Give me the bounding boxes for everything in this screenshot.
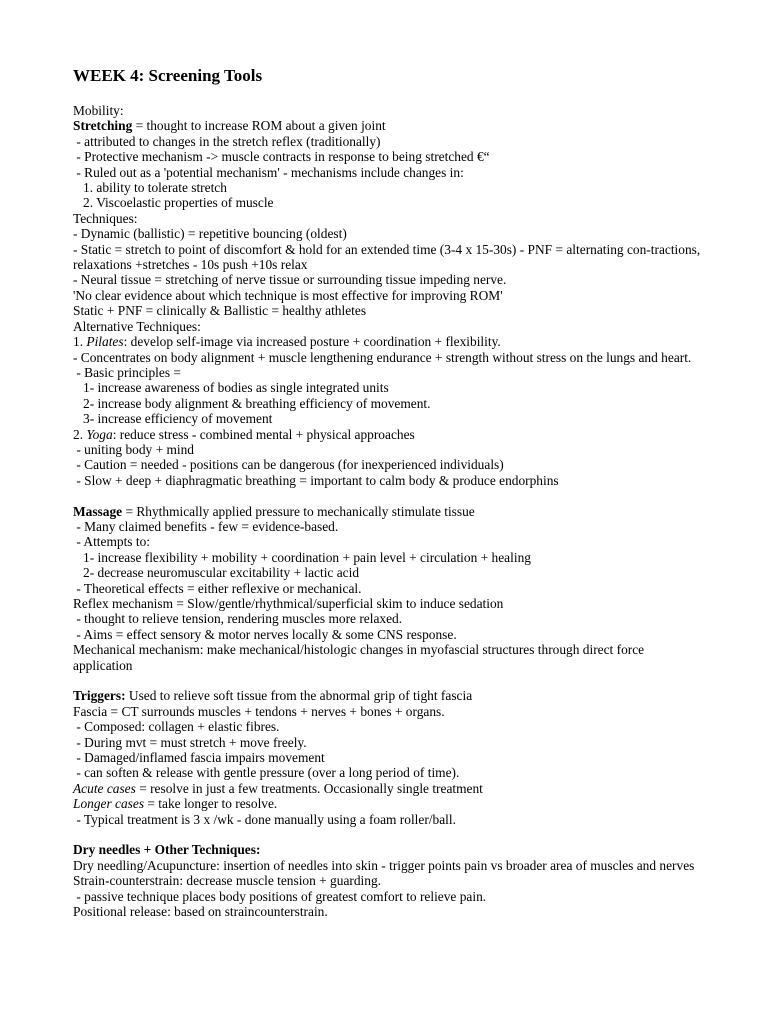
text-line: 1- increase flexibility + mobility + coordination + pain level + circulation + healing (73, 549, 531, 565)
text-line: Alternative Techniques: (73, 318, 201, 334)
pilates-definition: : develop self-image via increased posture + coordination + flexibility. (123, 334, 501, 350)
text-line: - Typical treatment is 3 x /wk - done manually using a foam roller/ball. (73, 811, 456, 827)
text-line: - Aims = effect sensory & motor nerves locally & some CNS response. (73, 626, 457, 642)
text-line: - Protective mechanism -> muscle contracts in response to being stretched €“ (73, 149, 490, 165)
section-spacer (73, 488, 703, 503)
text-line: - Ruled out as a 'potential mechanism' - mechanisms include changes in: (73, 164, 464, 180)
text-line: - Theoretical effects = either reflexive or mechanical. (73, 580, 362, 596)
section-spacer (73, 673, 703, 688)
text-line: - Caution = needed - positions can be dangerous (for inexperienced individuals) (73, 457, 504, 473)
text-line: Strain-counterstrain: decrease muscle tension + guarding. (73, 873, 381, 889)
pilates-paragraph: - Concentrates on body alignment + muscle lengthening endurance + strength without stress on the lungs and heart. (73, 349, 692, 365)
text-line: - Composed: collagen + elastic fibres. (73, 719, 280, 735)
page-title: WEEK 4: Screening Tools (73, 66, 263, 85)
dry-needling-paragraph: Dry needling/Acupuncture: insertion of needles into skin - trigger points pain vs broader area of muscles and nerves (73, 857, 695, 873)
text-line: - uniting body + mind (73, 441, 194, 457)
pilates-number: 1. (73, 334, 87, 350)
text-line: Static + PNF = clinically & Ballistic = healthy athletes (73, 303, 367, 319)
yoga-definition: : reduce stress - combined mental + physical approaches (112, 426, 415, 442)
text-line: - Many claimed benefits - few = evidence-based. (73, 518, 339, 534)
text-line: 'No clear evidence about which technique is most effective for improving ROM' (73, 287, 503, 303)
text-line: - Slow + deep + diaphragmatic breathing = important to calm body & produce endorphins (73, 472, 559, 488)
stretching-definition: = thought to increase ROM about a given joint (132, 118, 386, 134)
longer-line (73, 796, 703, 811)
yoga-term: Yoga (86, 426, 113, 442)
document-page (73, 66, 703, 919)
triggers-heading-line (73, 688, 703, 703)
yoga-number: 2. (73, 426, 87, 442)
text-line: - Attempts to: (73, 534, 150, 550)
text-line: - thought to relieve tension, rendering muscles more relaxed. (73, 611, 403, 627)
pilates-term: Pilates (86, 334, 124, 350)
text-line: - Neural tissue = stretching of nerve tissue or surrounding tissue impeding nerve. (73, 272, 507, 288)
text-line: 1. ability to tolerate stretch (73, 180, 227, 196)
text-line: - Dynamic (ballistic) = repetitive bouncing (oldest) (73, 226, 347, 242)
massage-term: Massage (73, 503, 123, 519)
mobility-heading: Mobility: (73, 103, 124, 118)
text-line: 3- increase efficiency of movement (73, 411, 273, 427)
longer-term: Longer cases (73, 796, 145, 812)
text-line: Techniques: (73, 210, 138, 226)
dry-needles-heading: Dry needles + Other Techniques: (73, 842, 261, 858)
yoga-line (73, 427, 703, 442)
text-line: - Damaged/inflamed fascia impairs movement (73, 750, 325, 766)
stretching-line (73, 118, 703, 133)
text-line: Positional release: based on straincounterstrain. (73, 904, 328, 920)
text-line: - During mvt = must stretch + move freely. (73, 734, 307, 750)
acute-line (73, 781, 703, 796)
text-line: 1- increase awareness of bodies as single integrated units (73, 380, 389, 396)
triggers-definition: Used to relieve soft tissue from the abnormal grip of tight fascia (125, 688, 473, 704)
text-line: - can soften & release with gentle pressure (over a long period of time). (73, 765, 460, 781)
massage-definition: = Rhythmically applied pressure to mechanically stimulate tissue (122, 503, 475, 519)
static-paragraph: - Static = stretch to point of discomfort & hold for an extended time (3-4 x 15-30s) - PNF = alternating con-tractions, relaxations +stretches - 10s push +10s relax (73, 241, 701, 273)
acute-term: Acute cases (73, 780, 136, 796)
text-line: 2- increase body alignment & breathing efficiency of movement. (73, 395, 431, 411)
text-line: Reflex mechanism = Slow/gentle/rhythmical/superficial skim to induce sedation (73, 595, 504, 611)
acute-definition: = resolve in just a few treatments. Occasionally single treatment (135, 780, 483, 796)
text-line: - Basic principles = (73, 364, 181, 380)
triggers-term: Triggers: (73, 688, 126, 704)
section-spacer (73, 827, 703, 842)
text-line: - passive technique places body positions of greatest comfort to relieve pain. (73, 888, 487, 904)
text-line: - attributed to changes in the stretch reflex (traditionally) (73, 133, 381, 149)
text-line: 2- decrease neuromuscular excitability + lactic acid (73, 565, 360, 581)
text-line: Fascia = CT surrounds muscles + tendons + nerves + bones + organs. (73, 703, 445, 719)
longer-definition: = take longer to resolve. (144, 796, 278, 812)
stretching-term: Stretching (73, 118, 133, 134)
text-line: 2. Viscoelastic properties of muscle (73, 195, 274, 211)
massage-heading-line (73, 504, 703, 519)
mechanical-paragraph: Mechanical mechanism: make mechanical/histologic changes in myofascial structures through direct force application (73, 642, 645, 673)
pilates-line (73, 334, 703, 349)
